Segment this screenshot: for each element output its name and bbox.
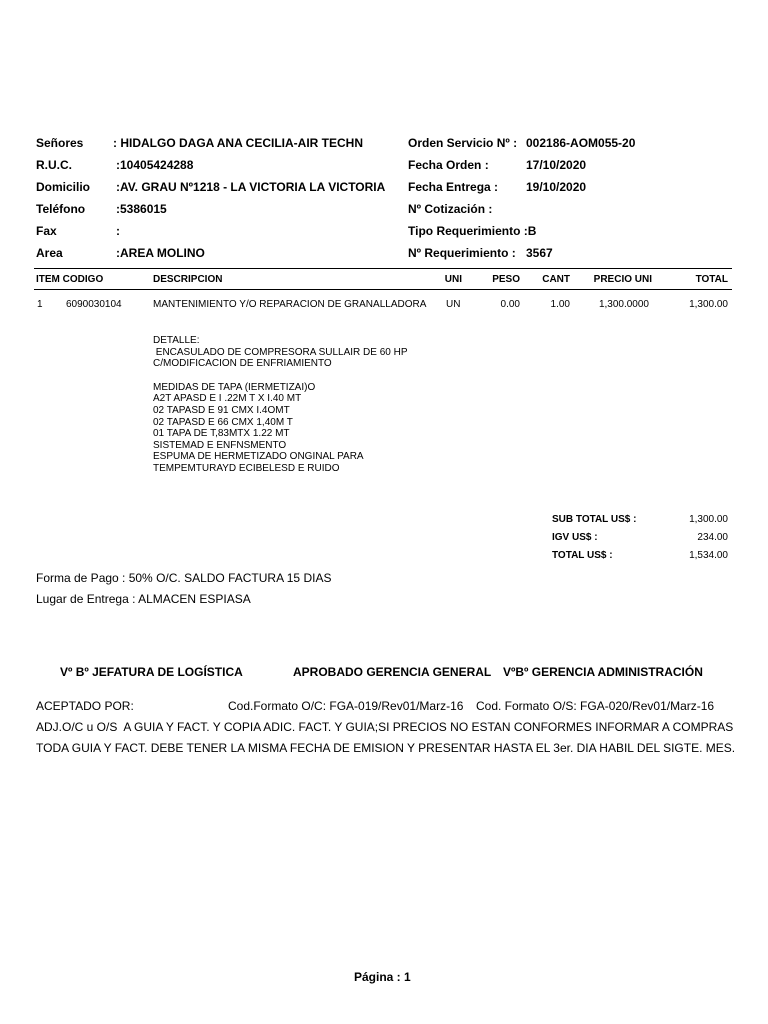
label-telefono: Teléfono [36, 202, 86, 216]
detail-line [153, 370, 408, 382]
value-igv: 234.00 [697, 532, 728, 543]
cell-precio-uni: 1,300.0000 [598, 299, 649, 310]
label-orden-servicio: Orden Servicio Nº : [408, 136, 518, 150]
label-domicilio: Domicilio [36, 180, 91, 194]
label-tipo-requerimiento: Tipo Requerimiento :B [408, 224, 537, 238]
table-top-rule [34, 268, 732, 269]
label-senores: Señores [36, 136, 84, 150]
formato-oc: Cod.Formato O/C: FGA-019/Rev01/Marz-16 [228, 699, 464, 713]
label-cotizacion: Nº Cotización : [408, 202, 493, 216]
detail-line: A2T APASD E I .22M T X I.40 MT [153, 393, 302, 405]
value-fecha-orden: 17/10/2020 [526, 158, 587, 172]
label-igv: IGV US$ : [552, 532, 598, 543]
value-total: 1,534.00 [689, 550, 728, 561]
label-fax: Fax [36, 224, 57, 238]
cell-descripcion: MANTENIMIENTO Y/O REPARACION DE GRANALLADORA [153, 299, 427, 310]
cell-peso: 0.00 [500, 299, 520, 310]
cell-cant: 1.00 [550, 299, 570, 310]
value-telefono: :5386015 [116, 202, 167, 216]
value-fecha-entrega: 19/10/2020 [526, 180, 587, 194]
detail-line: MEDIDAS DE TAPA (IERMETIZAI)O [153, 381, 316, 393]
value-subtotal: 1,300.00 [689, 514, 728, 525]
payment-terms: Forma de Pago : 50% O/C. SALDO FACTURA 15 DIAS [36, 571, 332, 585]
value-senores: : HIDALGO DAGA ANA CECILIA-AIR TECHN [113, 136, 363, 150]
signature-administracion: VºBº GERENCIA ADMINISTRACIÓN [503, 665, 703, 679]
signature-gerencia-general: APROBADO GERENCIA GENERAL [293, 665, 492, 679]
th-precio-uni: PRECIO UNI [593, 274, 652, 285]
value-fax: : [116, 224, 120, 238]
detail-block [153, 335, 408, 475]
label-area: Area [36, 246, 63, 260]
cell-item: 1 [37, 299, 43, 310]
value-orden-servicio: 002186-AOM055-20 [526, 136, 636, 150]
value-requerimiento: 3567 [526, 246, 553, 260]
detail-line: DETALLE: [153, 335, 200, 346]
aceptado-por: ACEPTADO POR: [36, 699, 134, 713]
th-uni: UNI [444, 274, 462, 285]
note-adjuntar: ADJ.O/C u O/S A GUIA Y FACT. Y COPIA ADIC. FACT. Y GUIA;SI PRECIOS NO ESTAN CONFORMES INFORMAR A COMPRAS [36, 720, 734, 734]
th-cant: CANT [542, 274, 570, 285]
cell-codigo: 6090030104 [66, 299, 122, 310]
detail-line: C/MODIFICACION DE ENFRIAMIENTO [153, 358, 332, 370]
cell-uni: UN [446, 299, 461, 310]
th-peso: PESO [492, 274, 520, 285]
th-total: TOTAL [695, 274, 728, 285]
detail-line: 02 TAPASD E 66 CMX 1,40M T [153, 416, 293, 428]
cell-total: 1,300.00 [689, 299, 728, 310]
formato-os: Cod. Formato O/S: FGA-020/Rev01/Marz-16 [476, 699, 715, 713]
detail-line: SISTEMAD E ENFNSMENTO [153, 439, 287, 451]
delivery-place: Lugar de Entrega : ALMACEN ESPIASA [36, 592, 251, 606]
label-fecha-entrega: Fecha Entrega : [408, 180, 499, 194]
detail-line: 01 TAPA DE T,83MTX 1.22 MT [153, 428, 290, 440]
detail-line: ESPUMA DE HERMETIZADO ONGINAL PARA [153, 451, 364, 463]
label-requerimiento: Nº Requerimiento : [408, 246, 516, 260]
page-number: Página : 1 [354, 970, 411, 984]
table-header-rule [34, 289, 732, 290]
detail-line: ENCASULADO DE COMPRESORA SULLAIR DE 60 HP [153, 346, 408, 358]
label-total: TOTAL US$ : [552, 550, 613, 561]
label-fecha-orden: Fecha Orden : [408, 158, 489, 172]
note-fecha-emision: TODA GUIA Y FACT. DEBE TENER LA MISMA FECHA DE EMISION Y PRESENTAR HASTA EL 3er. DIA HABIL DEL SIGTE. MES. [36, 741, 736, 755]
signature-logistica: Vº Bº JEFATURA DE LOGÍSTICA [60, 665, 243, 679]
label-ruc: R.U.C. [36, 158, 72, 172]
value-domicilio: :AV. GRAU Nº1218 - LA VICTORIA LA VICTORIA [116, 180, 386, 194]
detail-line: TEMPEMTURAYD ECIBELESD E RUIDO [153, 462, 340, 474]
value-ruc: :10405424288 [116, 158, 194, 172]
value-area: :AREA MOLINO [116, 246, 205, 260]
th-item-codigo: ITEM CODIGO [36, 274, 104, 285]
th-descripcion: DESCRIPCION [153, 274, 223, 285]
detail-line: 02 TAPASD E 91 CMX I.4OMT [153, 404, 290, 416]
label-subtotal: SUB TOTAL US$ : [552, 514, 637, 525]
